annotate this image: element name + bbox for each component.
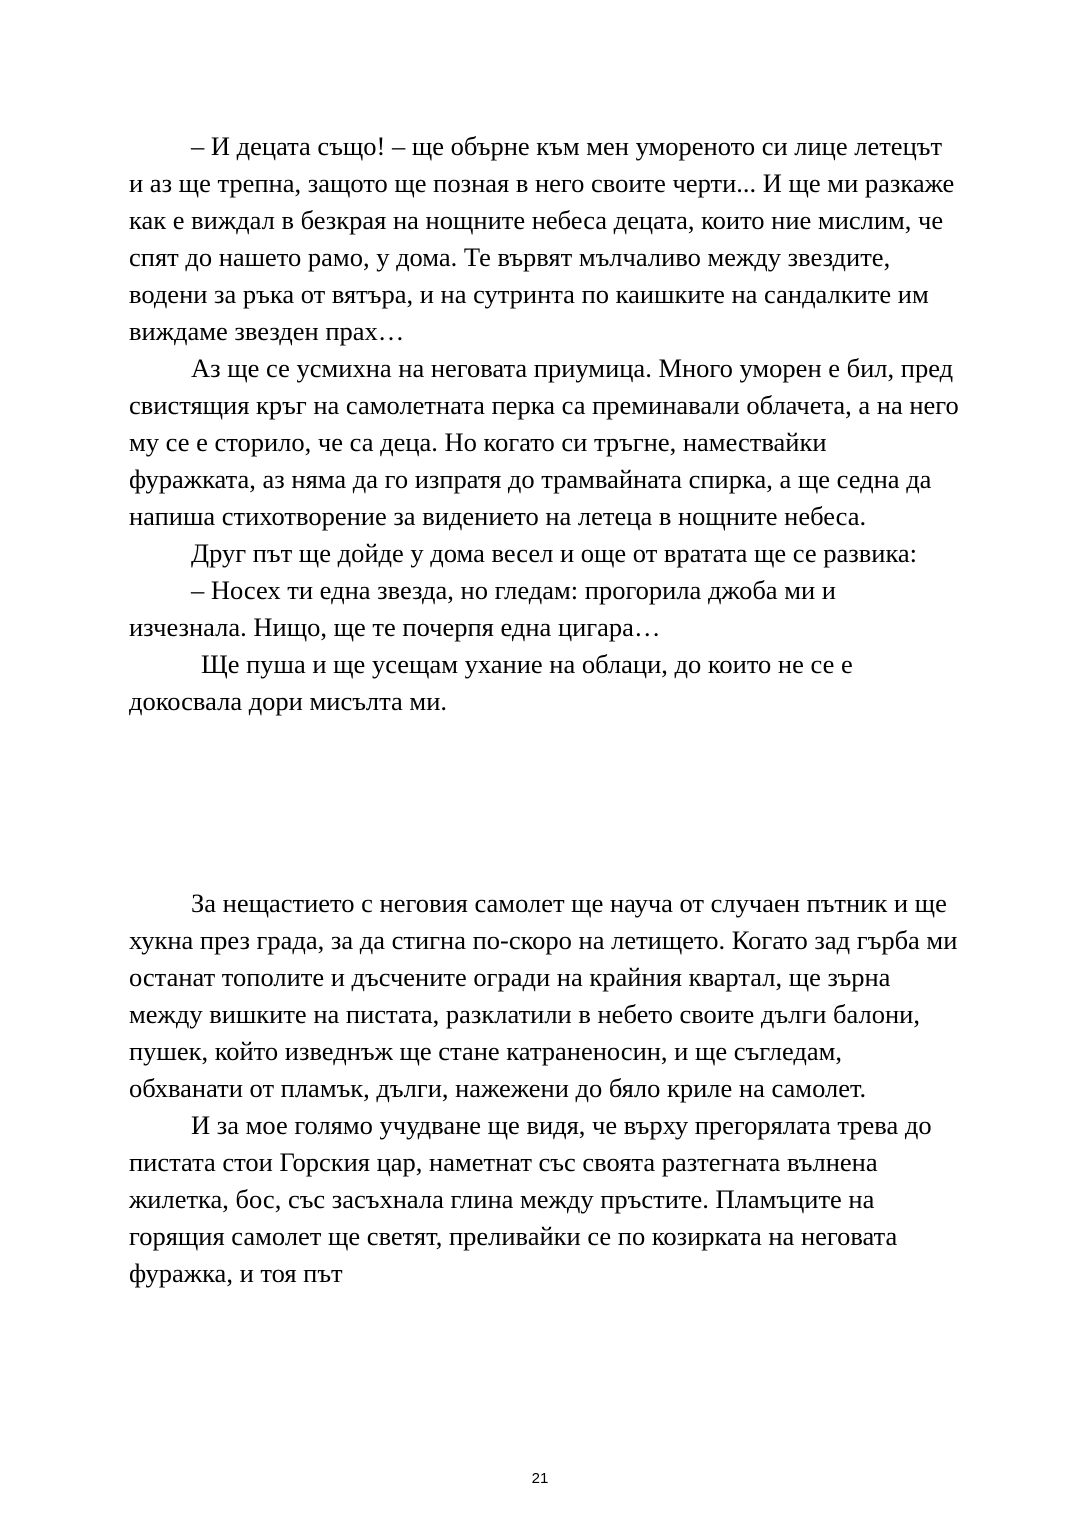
paragraph: И за мое голямо учудване ще видя, че върху прегорялата трева до пистата стои Горския цар, наметнат със своята разтегната вълнена жилетка, бос, със засъхнала глина между пръстите. Пламъците на горящия самолет ще светят, преливайки се по козирката на неговата фуражка, и тоя път	[129, 1110, 932, 1288]
paragraph: Ще пуша и ще усещам ухание на облаци, до които не се е докосвала дори мисълта ми.	[129, 649, 853, 716]
paragraph: Аз ще се усмихна на неговата приумица. Много уморен е бил, пред свистящия кръг на самолетната перка са преминавали облачета, а на него му се е сторило, че са деца. Но когато си тръгне, намествайки фуражката, аз няма да го изпратя до трамвайната спирка, а ще седна да напиша стихотворение за видението на летеца в нощните небеса.	[129, 353, 959, 531]
paragraph: – Носех ти една звезда, но гледам: прогорила джоба ми и изчезнала. Нищо, ще те почерпя една цигара…	[129, 575, 836, 642]
paragraph: За нещастието с неговия самолет ще науча от случаен пътник и ще хукна през града, за да стигна по-скоро на летището. Когато зад гърба ми останат тополите и дъсчените огради на крайния квартал, ще зърна между вишките на пистата, разклатили в небето своите дълги балони, пушек, който изведнъж ще стане катраненосин, и ще съгледам, обхванати от пламък, дълги, нажежени до бяло криле на самолет.	[129, 888, 958, 1103]
paragraph: – И децата също! – ще обърне към мен умореното си лице летецът и аз ще трепна, защото ще позная в него своите черти... И ще ми разкаже как е виждал в безкрая на нощните небеса децата, които ние мислим, че спят до нашето рамо, у дома. Те вървят мълчаливо между звездите, водени за ръка от вятъра, и на сутринта по каишките на сандалките им виждаме звезден прах…	[129, 131, 955, 346]
text-section-1	[129, 128, 959, 720]
page-number: 21	[531, 1470, 549, 1487]
text-section-2	[129, 885, 959, 1292]
paragraph: Друг път ще дойде у дома весел и още от вратата ще се развика:	[191, 538, 918, 568]
